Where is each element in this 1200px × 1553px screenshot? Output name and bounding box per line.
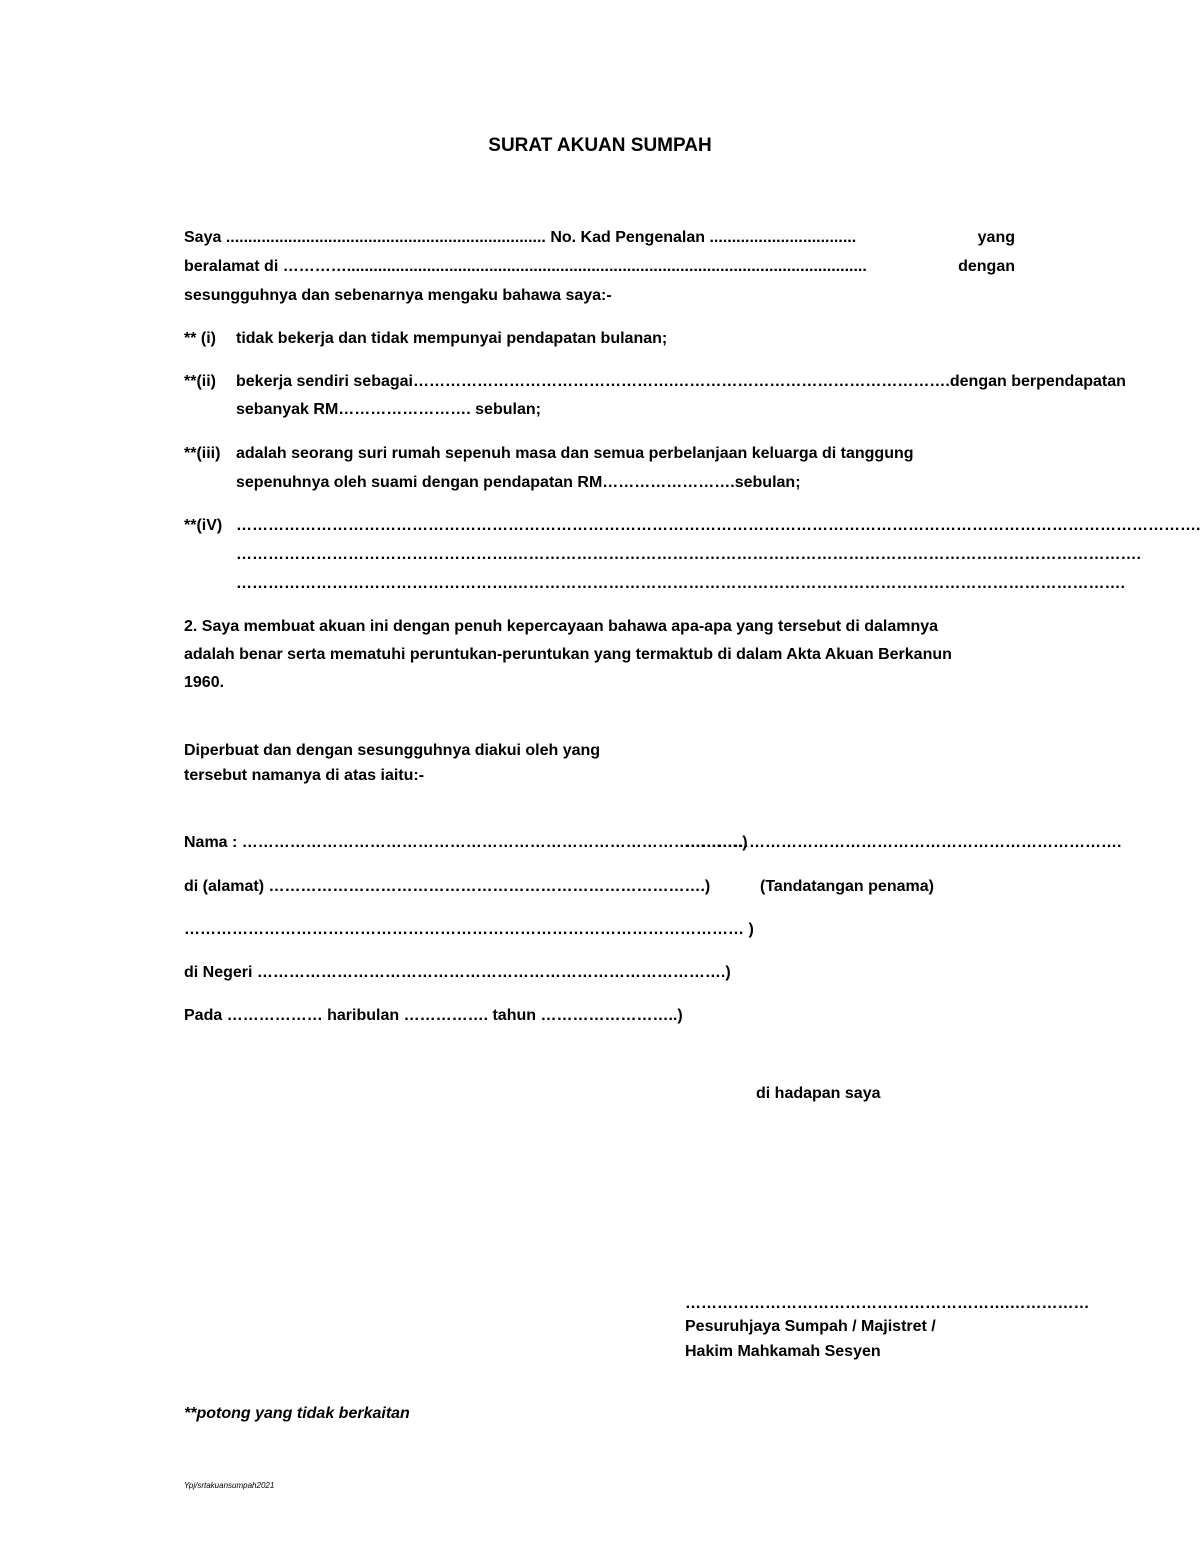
diperbuat-line-2: tersebut namanya di atas iaitu:- (184, 767, 425, 784)
item-iv-line-3: …………………………………………….……………………………………………………………………………………………………. (236, 575, 1125, 592)
alamat-field[interactable]: di (alamat) ……………………………………………………………………….) (184, 878, 711, 895)
date-field[interactable]: Pada ……………… haribulan ……………. tahun ……………………..) (184, 1007, 683, 1024)
item-ii-line-2: sebanyak RM……………………. sebulan; (236, 401, 541, 418)
item-i-text: tidak bekerja dan tidak mempunyai pendapatan bulanan; (236, 330, 668, 347)
negeri-field[interactable]: di Negeri …………………………………………………………………………….) (184, 964, 731, 981)
item-iii-mark: **(iii) (184, 445, 221, 462)
commissioner-title-1: Pesuruhjaya Sumpah / Majistret / (685, 1318, 936, 1335)
para2-line-1: 2. Saya membuat akuan ini dengan penuh kepercayaan bahawa apa-apa yang tersebut di dalamnya (184, 618, 939, 635)
document-title: SURAT AKUAN SUMPAH (488, 135, 712, 156)
nama-field[interactable]: Nama : ………………………………………………………………………………….) (184, 834, 748, 851)
intro-line-2 (184, 257, 1015, 277)
item-ii-mark: **(ii) (184, 373, 216, 390)
para2-line-2: adalah benar serta mematuhi peruntukan-peruntukan yang termaktub di dalam Akta Akuan Berkanun (184, 646, 952, 663)
footnote: **potong yang tidak berkaitan (184, 1405, 410, 1422)
item-iv-line-2: …………………………………………….………………………………………………………………………………………………………. (236, 546, 1141, 563)
intro-line-1 (184, 228, 1015, 248)
item-ii-income-text: dengan berpendapatan (949, 373, 1126, 390)
item-ii-occupation-text: bekerja sendiri sebagai………………………………………….……………………………………………. (236, 373, 950, 390)
item-iv-mark: **(iV) (184, 517, 223, 534)
intro-yang-text: yang (977, 229, 1015, 246)
item-iv-line-1: ………………………………………………………………………………………………………………………………………………………………. (236, 517, 1200, 534)
item-iii-line-2: sepenuhnya oleh suami dengan pendapatan RM…………………….sebulan; (236, 474, 801, 491)
signature-caption: (Tandatangan penama) (760, 878, 934, 895)
item-ii-line-1 (236, 372, 1126, 392)
item-iii-line-1: adalah seorang suri rumah sepenuh masa dan semua perbelanjaan keluarga di tanggung (236, 445, 914, 462)
item-i-mark: ** (i) (184, 330, 216, 347)
alamat-field-2[interactable]: …………………………………………………………………………………………… ) (184, 921, 754, 938)
commissioner-signature-line: …………………………………………………….…………… (685, 1295, 1090, 1312)
reference-code: Ypj/srtakuansumpah2021 (184, 1481, 275, 1490)
hadapan-text: di hadapan saya (756, 1085, 881, 1102)
signature-line: ………………………………………………………………………. (685, 834, 1122, 851)
intro-dengan-text: dengan (958, 258, 1015, 275)
intro-line-3: sesungguhnya dan sebenarnya mengaku bahawa saya:- (184, 287, 612, 304)
diperbuat-line-1: Diperbuat dan dengan sesungguhnya diakui oleh yang (184, 742, 601, 759)
intro-saya-text: Saya ........................................................................ No. Kad Pengenalan ................................. (184, 229, 857, 246)
para2-line-3: 1960. (184, 674, 225, 691)
commissioner-title-2: Hakim Mahkamah Sesyen (685, 1343, 881, 1360)
intro-alamat-text: beralamat di …………..................................................................................................................... (184, 258, 867, 275)
